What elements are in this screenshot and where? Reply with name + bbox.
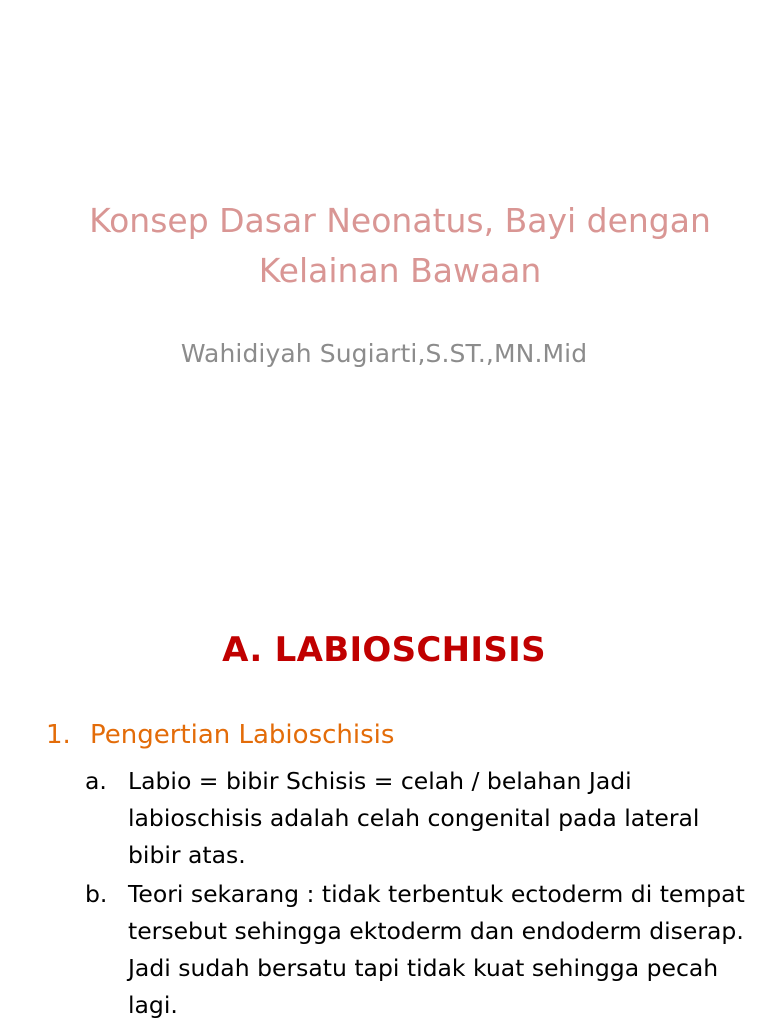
list-marker-a: a. xyxy=(85,767,107,795)
list-marker-b: b. xyxy=(85,880,108,908)
list-item-a xyxy=(85,763,755,874)
numbered-section xyxy=(46,715,746,755)
content-slide xyxy=(0,575,768,1024)
list-text-b: Teori sekarang : tidak terbentuk ectoderm di tempat tersebut sehingga ektoderm dan endoderm diserap. Jadi sudah bersatu tapi tidak kuat sehingga pecah lagi. xyxy=(128,880,745,1019)
presentation-title: Konsep Dasar Neonatus, Bayi dengan Kelainan Bawaan xyxy=(89,201,711,290)
section-heading: A. LABIOSCHISIS xyxy=(222,630,546,670)
section-title: Pengertian Labioschisis xyxy=(90,720,395,750)
author-subtitle: Wahidiyah Sugiarti,S.ST.,MN.Mid xyxy=(180,339,588,368)
list-item-b xyxy=(85,876,755,1024)
section-number: 1. xyxy=(46,720,71,750)
list-text-a: Labio = bibir Schisis = celah / belahan Jadi labioschisis adalah celah congenital pada lateral bibir atas. xyxy=(128,767,700,869)
